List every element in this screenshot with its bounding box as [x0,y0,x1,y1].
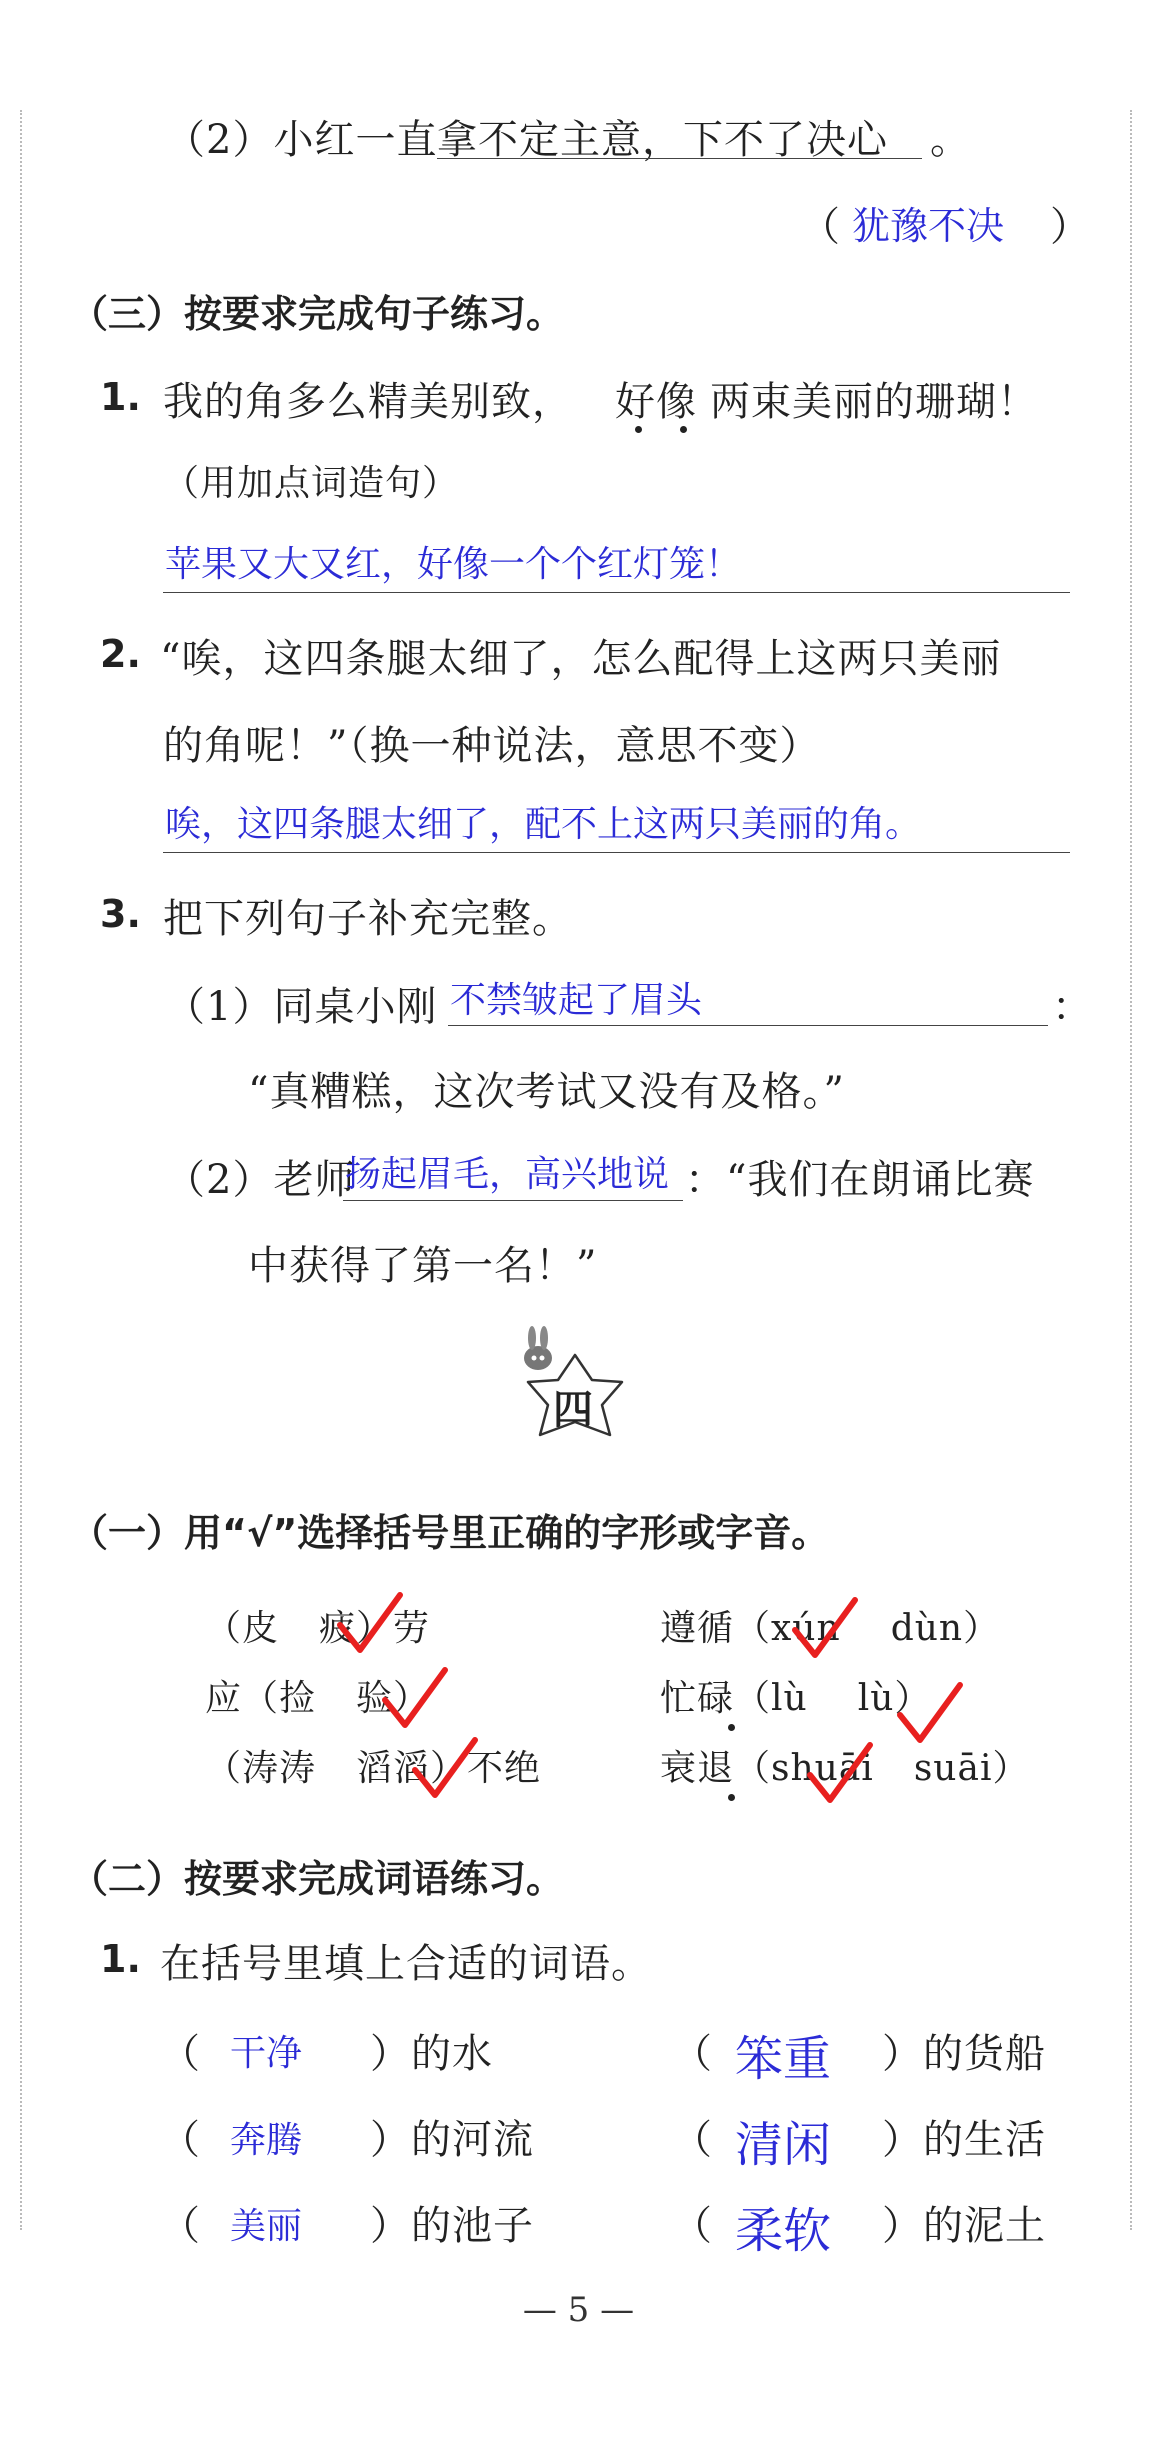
item-1-text-a: 我的角多么精美别致， [163,379,573,425]
question-2-end: 。 [930,117,971,163]
sub-1-quote: “真糟糕，这次考试又没有及格。” [248,1069,845,1115]
section-badge [500,1320,650,1470]
paren-open: （ [160,2031,201,2077]
sub-1-answer: 不禁皱起了眉头 [450,980,703,1021]
question-2-prefix: （2）小红一直 [165,117,438,163]
answer-paren-close: ） [1050,204,1091,250]
fill-suffix: ）的泥土 [882,2203,1046,2249]
choice-right-2: 忙碌（lù lù） [660,1678,932,1719]
section-heading: （三）按要求完成句子练习。 [70,292,565,336]
item-3-text: 把下列句子补充完整。 [163,896,573,942]
sub-2-answer: 扬起眉毛，高兴地说 [345,1154,670,1195]
check-mark-icon [895,1680,965,1750]
sub-2-quote-b: 中获得了第一名！” [248,1243,598,1289]
item-1-instruction: （用加点词造句） [163,463,460,504]
item-number: 2. [100,632,141,676]
item-2-answer: 唉，这四条腿太细了，配不上这两只美丽的角。 [165,804,922,845]
emphasis-dot [728,1724,735,1731]
item-2-line-1: “唉，这四条腿太细了，怎么配得上这两只美丽 [160,636,1002,682]
fill-suffix: ）的河流 [370,2117,534,2163]
check-mark-icon [805,1740,875,1810]
paren-open: （ [672,2031,713,2077]
emphasis-dot [728,1794,735,1801]
underline [437,158,922,159]
fill-answer: 奔腾 [230,2120,303,2161]
section-heading: （二）按要求完成词语练习。 [70,1857,565,1901]
choice-left-2: 应（捡 验） [205,1678,431,1719]
item-number: 3. [100,892,141,936]
sub-1-label: （1）同桌小刚 [165,984,438,1030]
answer-line [163,592,1070,593]
fill-answer: 清闲 [735,2117,832,2173]
check-mark-icon [790,1595,860,1665]
fill-suffix: ）的池子 [370,2203,534,2249]
check-mark-icon [335,1590,405,1660]
item-1-dotted-word: 好像 [615,379,697,425]
answer-paren-open: （ [800,204,841,250]
badge-label: 四 [553,1387,593,1433]
fill-answer: 柔软 [735,2203,832,2259]
fill-line [448,1025,1048,1026]
fill-suffix: ）的货船 [882,2031,1046,2077]
fill-suffix: ）的水 [370,2031,493,2077]
fill-answer: 笨重 [735,2031,832,2087]
check-mark-icon [410,1735,480,1805]
choice-left-1: （皮 疲）劳 [205,1608,431,1649]
sub-1-colon: ： [1052,984,1093,1030]
paren-open: （ [160,2117,201,2163]
choice-right-3: 衰退（shuāi suāi） [660,1748,1030,1789]
answer-line [163,852,1070,853]
left-border [20,110,22,2230]
fill-answer: 干净 [230,2033,303,2074]
fill-answer: 美丽 [230,2206,303,2247]
item-1-answer: 苹果又大又红，好像一个个红灯笼！ [165,544,742,585]
fill-line [343,1200,683,1201]
right-border [1130,110,1132,2230]
check-mark-icon [380,1665,450,1735]
emphasis-dot [680,426,687,433]
sub-2-label: （2）老师 [165,1157,356,1203]
item-1-text-b: 两束美丽的珊瑚！ [710,379,1038,425]
fill-suffix: ）的生活 [882,2117,1046,2163]
sub-2-quote-a: ：“我们在朗诵比赛 [685,1157,1035,1203]
item-number: 1. [100,1937,141,1981]
item-2-line-2: 的角呢！”（换一种说法，意思不变） [163,723,821,769]
item-number: 1. [100,375,141,419]
question-2-underlined: 拿不定主意，下不了决心 [437,117,888,163]
item-text: 在括号里填上合适的词语。 [160,1941,652,1987]
answer-idiom: 犹豫不决 [852,204,1005,248]
emphasis-dot [635,426,642,433]
paren-open: （ [160,2203,201,2249]
choice-right-1: 遵循（xún dùn） [660,1608,1001,1649]
page-number: — 5 — [522,2290,635,2330]
paren-open: （ [672,2203,713,2249]
choice-left-3: （涛涛 滔滔）不绝 [205,1748,542,1789]
section-heading: （一）用“√”选择括号里正确的字形或字音。 [70,1511,830,1555]
paren-open: （ [672,2117,713,2163]
